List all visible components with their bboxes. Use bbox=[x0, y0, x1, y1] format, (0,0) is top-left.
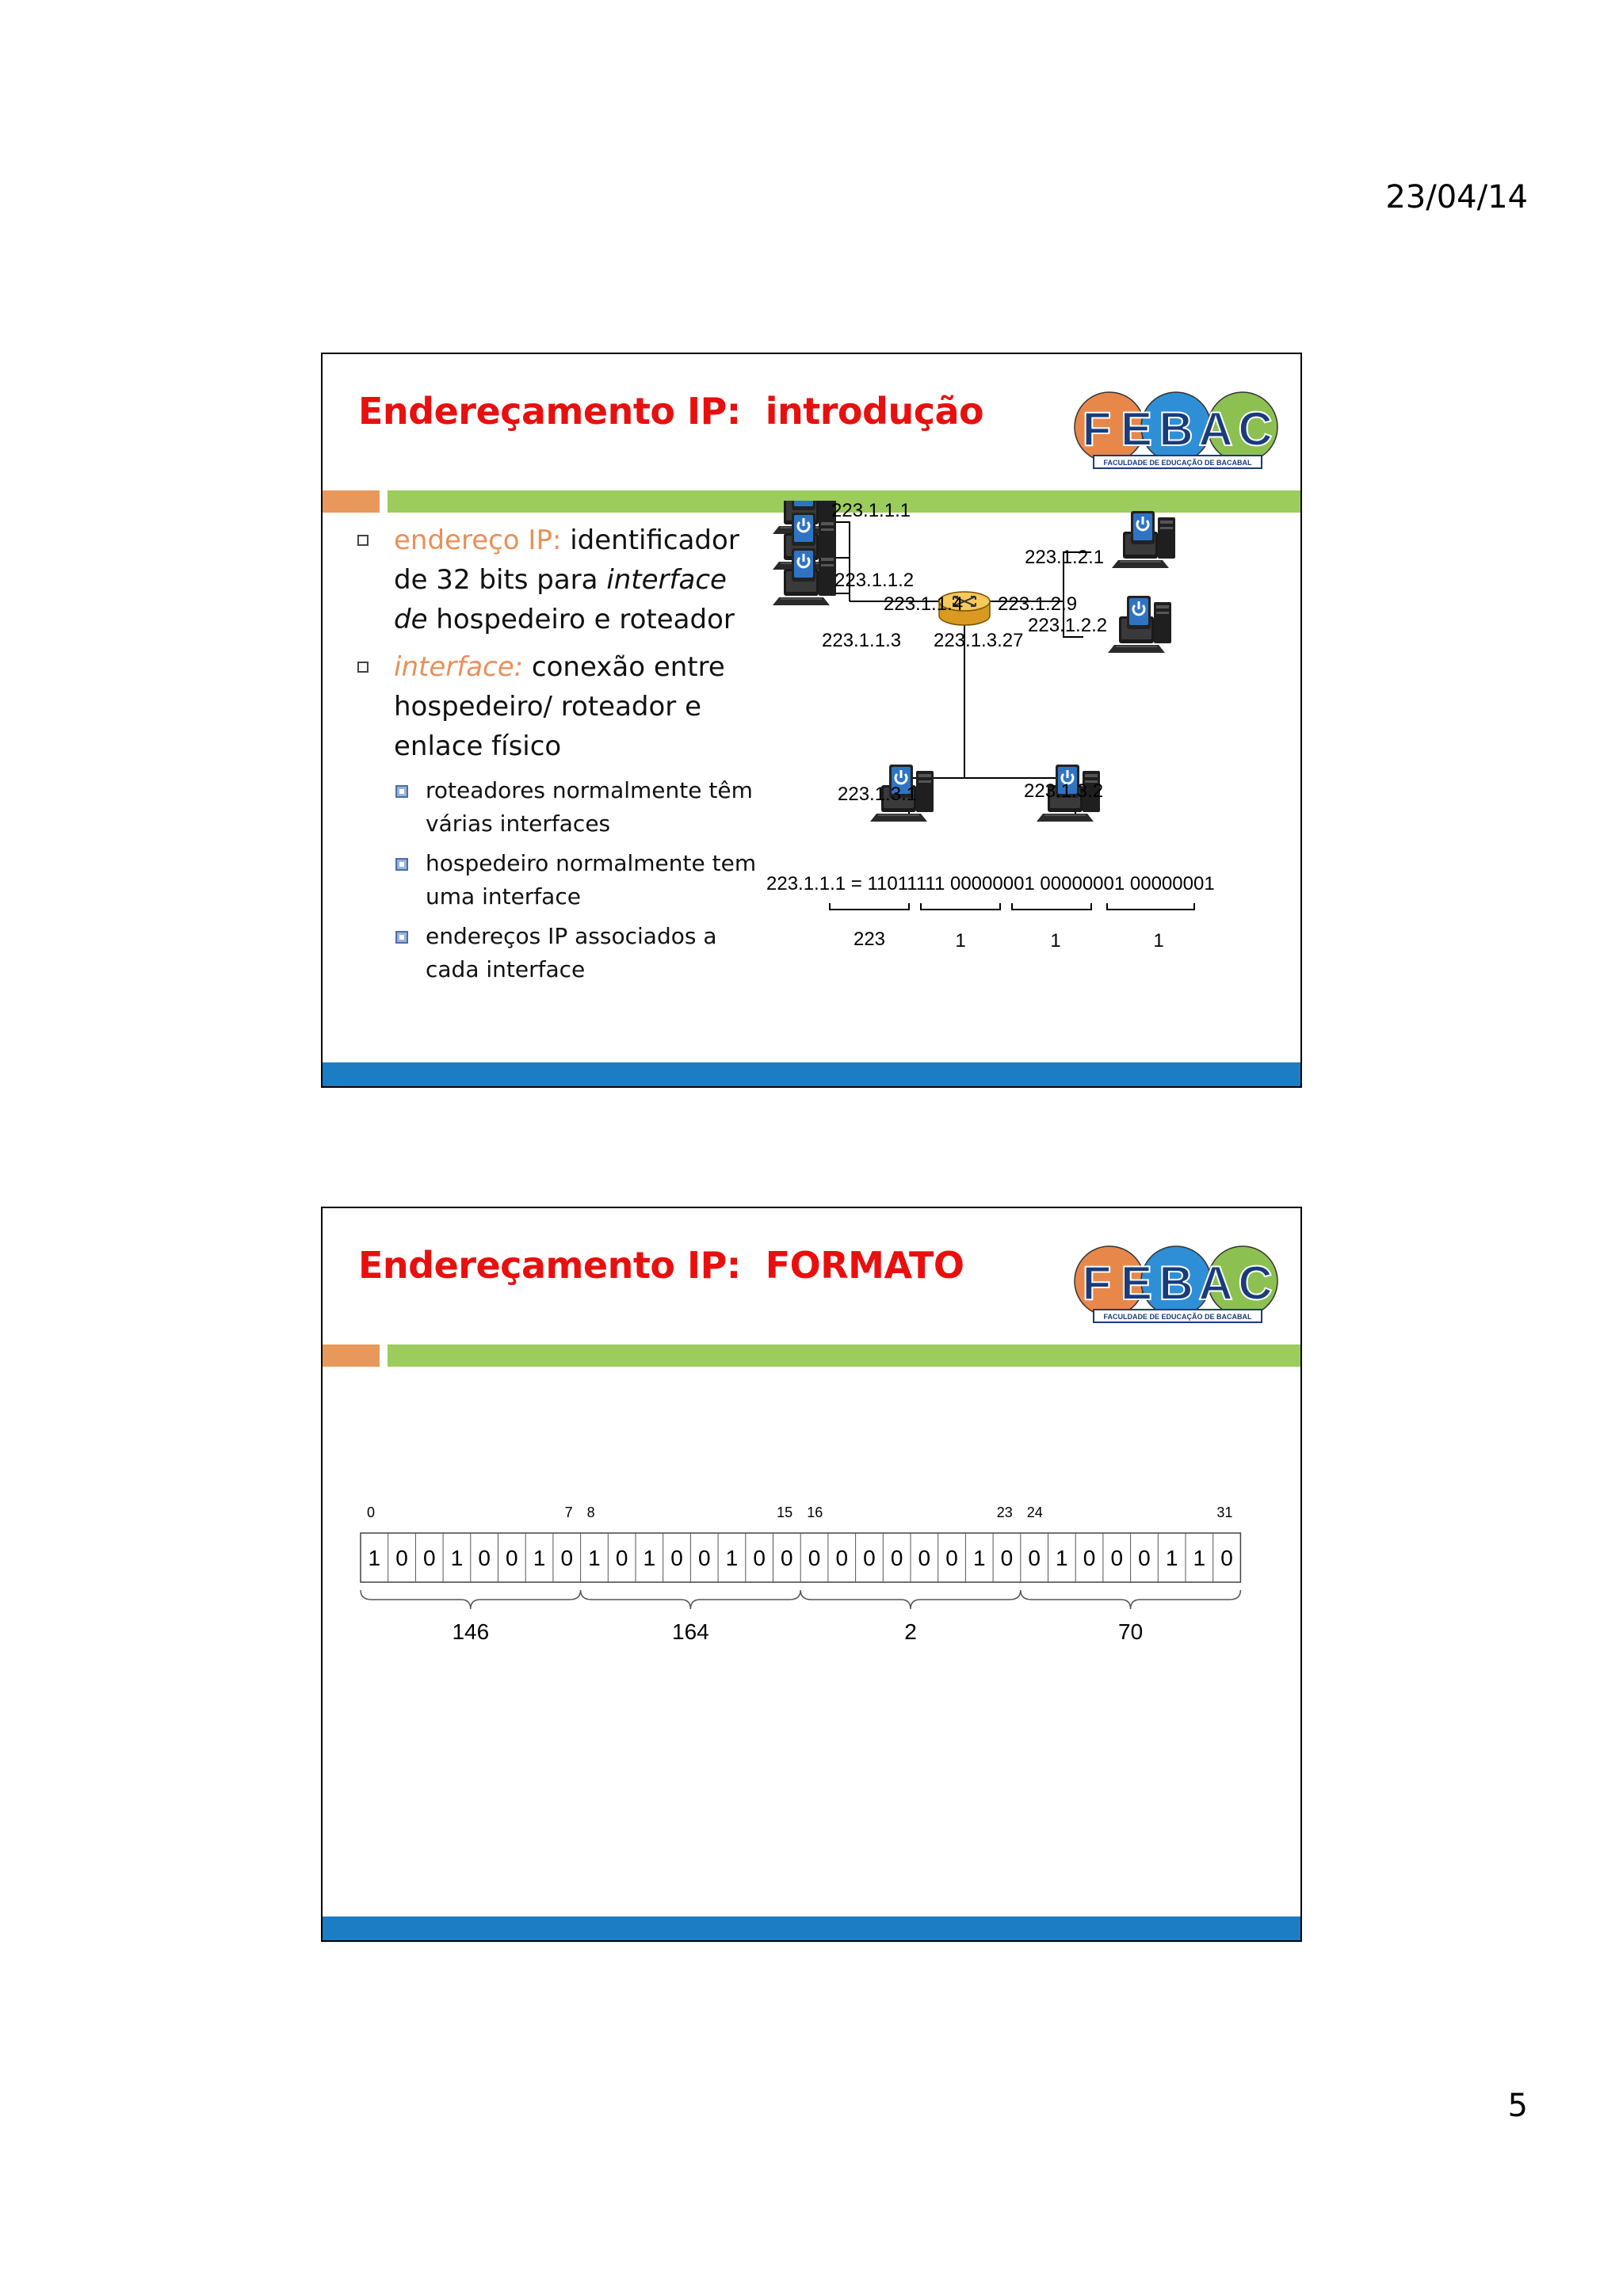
bit-value: 0 bbox=[560, 1546, 574, 1570]
bit-value: 0 bbox=[1028, 1546, 1041, 1570]
bit-value: 0 bbox=[1220, 1546, 1233, 1570]
binary-line: 223.1.1.1 = 11011111 00000001 00000001 00000001 bbox=[766, 873, 1215, 894]
sub-bullet-item bbox=[354, 847, 766, 913]
accent-bar-green bbox=[388, 1344, 1300, 1367]
bullet-ip-address bbox=[354, 521, 766, 639]
bottom-bar bbox=[323, 1062, 1300, 1086]
bit-value: 1 bbox=[1056, 1546, 1068, 1570]
slide-title: Endereçamento IP: introdução bbox=[358, 390, 984, 433]
bit-value: 0 bbox=[918, 1546, 931, 1570]
bit-value: 1 bbox=[450, 1546, 464, 1570]
logo-subtitle: FACULDADE DE EDUCAÇÃO DE BACABAL bbox=[1103, 1313, 1252, 1321]
octet-brace bbox=[581, 1590, 801, 1609]
bullet-text: identificador de 32 bits para bbox=[394, 524, 739, 596]
sub-bullet-text: roteadores normalmente têm várias interfaces bbox=[426, 777, 753, 837]
bit-value: 0 bbox=[670, 1546, 683, 1570]
bit-position-label: 8 bbox=[586, 1505, 595, 1520]
sub-bullet-icon bbox=[395, 785, 408, 798]
sub-bullet-text: endereços IP associados a cada interface bbox=[426, 923, 717, 982]
octet-decimal-value: 164 bbox=[672, 1619, 709, 1644]
bit-position-label: 0 bbox=[367, 1505, 376, 1520]
sub-bullet-icon bbox=[395, 931, 408, 944]
logo-letter-a: A bbox=[1198, 402, 1233, 456]
febac-logo bbox=[1071, 1240, 1281, 1335]
bit-value: 1 bbox=[533, 1546, 546, 1570]
bit-value: 0 bbox=[506, 1546, 518, 1570]
accent-bar-orange bbox=[323, 1344, 380, 1367]
bit-value: 0 bbox=[863, 1546, 876, 1570]
logo-letter-a: A bbox=[1198, 1257, 1233, 1310]
octet-brace bbox=[800, 1590, 1021, 1609]
bit-value: 0 bbox=[1110, 1546, 1124, 1570]
bit-value: 0 bbox=[835, 1546, 849, 1570]
bit-value: 0 bbox=[615, 1546, 628, 1570]
bit-value: 0 bbox=[890, 1546, 903, 1570]
accent-bar-orange bbox=[323, 490, 380, 513]
octet-value: 1 bbox=[1050, 930, 1061, 952]
bit-value: 1 bbox=[1193, 1546, 1206, 1570]
bullet-text: hospedeiro e roteador bbox=[427, 604, 735, 635]
bit-value: 0 bbox=[753, 1546, 766, 1570]
host-computer-icon bbox=[773, 548, 836, 605]
octet-value: 1 bbox=[955, 930, 966, 952]
logo-subtitle: FACULDADE DE EDUCAÇÃO DE BACABAL bbox=[1103, 459, 1252, 467]
ip-label: 223.1.1.3 bbox=[822, 630, 902, 651]
bullet-italic: interface de bbox=[394, 564, 727, 635]
octet-value: 1 bbox=[1153, 930, 1164, 952]
logo-letter-c: C bbox=[1238, 402, 1273, 456]
ip-label: 223.1.1.1 bbox=[831, 501, 911, 521]
bit-value: 0 bbox=[781, 1546, 793, 1570]
bullet-interface bbox=[354, 647, 766, 766]
logo-letter-e: E bbox=[1120, 402, 1153, 456]
bit-value: 1 bbox=[725, 1546, 739, 1570]
bit-value: 0 bbox=[478, 1546, 491, 1570]
logo-letter-b: B bbox=[1159, 1257, 1193, 1310]
logo-letter-e: E bbox=[1120, 1257, 1153, 1310]
bullet-list bbox=[354, 521, 766, 993]
bit-position-label: 23 bbox=[996, 1505, 1013, 1520]
ip-label: 223.1.3.1 bbox=[838, 784, 918, 805]
bit-position-label: 16 bbox=[807, 1505, 823, 1520]
sub-bullet-icon bbox=[395, 858, 408, 871]
slide-formato bbox=[321, 1207, 1302, 1942]
bit-position-label: 24 bbox=[1026, 1505, 1043, 1520]
octet-decimal-value: 70 bbox=[1118, 1619, 1144, 1644]
ip-label: 223.1.2.2 bbox=[1028, 615, 1108, 636]
logo-letter-f: F bbox=[1082, 402, 1112, 456]
bit-value: 1 bbox=[643, 1546, 656, 1570]
bit-value: 0 bbox=[395, 1546, 408, 1570]
bullet-lead: interface: bbox=[394, 651, 524, 683]
bit-value: 0 bbox=[422, 1546, 436, 1570]
bit-value: 0 bbox=[945, 1546, 958, 1570]
bit-value: 0 bbox=[1000, 1546, 1014, 1570]
sub-bullet-item bbox=[354, 774, 766, 841]
bit-value: 1 bbox=[368, 1546, 381, 1570]
ip-label: 223.1.1.2 bbox=[834, 570, 915, 591]
bullet-box-icon bbox=[357, 535, 369, 546]
octet-brace bbox=[361, 1590, 581, 1609]
page-number: 5 bbox=[1507, 2088, 1528, 2124]
logo-letter-f: F bbox=[1082, 1257, 1112, 1310]
bit-position-label: 31 bbox=[1216, 1505, 1233, 1520]
bit-value: 0 bbox=[697, 1546, 711, 1570]
host-computer-icon bbox=[1108, 596, 1171, 653]
page-date: 23/04/14 bbox=[1385, 179, 1528, 215]
bit-value: 1 bbox=[972, 1546, 986, 1570]
logo-letter-b: B bbox=[1159, 402, 1193, 456]
sub-bullet-list bbox=[354, 774, 766, 986]
slide-introducao bbox=[321, 353, 1302, 1088]
bit-value: 1 bbox=[1165, 1546, 1178, 1570]
bullet-box-icon bbox=[357, 662, 369, 673]
ip-label: 223.1.2.1 bbox=[1025, 547, 1105, 568]
bit-value: 0 bbox=[1083, 1546, 1096, 1570]
ip-label: 223.1.3.2 bbox=[1024, 780, 1104, 802]
bullet-lead: endereço IP: bbox=[394, 524, 562, 556]
host-computer-icon bbox=[1112, 511, 1175, 568]
octet-value: 223 bbox=[853, 929, 886, 950]
ip-bit-format-diagram bbox=[323, 1470, 1302, 1676]
octet-brace bbox=[1021, 1590, 1241, 1609]
bit-value: 0 bbox=[808, 1546, 821, 1570]
ip-label: 223.1.1.4 bbox=[884, 593, 964, 615]
logo-letter-c: C bbox=[1238, 1257, 1273, 1310]
slide-title: Endereçamento IP: FORMATO bbox=[358, 1244, 964, 1287]
bottom-bar bbox=[323, 1917, 1300, 1940]
octet-decimal-value: 2 bbox=[904, 1619, 917, 1644]
bit-value: 1 bbox=[588, 1546, 601, 1570]
ip-label: 223.1.3.27 bbox=[934, 630, 1024, 651]
bit-position-label: 15 bbox=[777, 1505, 793, 1520]
octet-decimal-value: 146 bbox=[452, 1619, 490, 1644]
bit-position-label: 7 bbox=[564, 1505, 573, 1520]
bit-value: 0 bbox=[1138, 1546, 1151, 1570]
sub-bullet-text: hospedeiro normalmente tem uma interface bbox=[426, 850, 757, 910]
network-diagram bbox=[766, 501, 1302, 1008]
sub-bullet-item bbox=[354, 920, 766, 986]
bullet-text: conexão entre hospedeiro/ roteador e enlace físico bbox=[394, 651, 725, 762]
ip-label: 223.1.2.9 bbox=[998, 593, 1078, 615]
febac-logo bbox=[1071, 386, 1281, 481]
